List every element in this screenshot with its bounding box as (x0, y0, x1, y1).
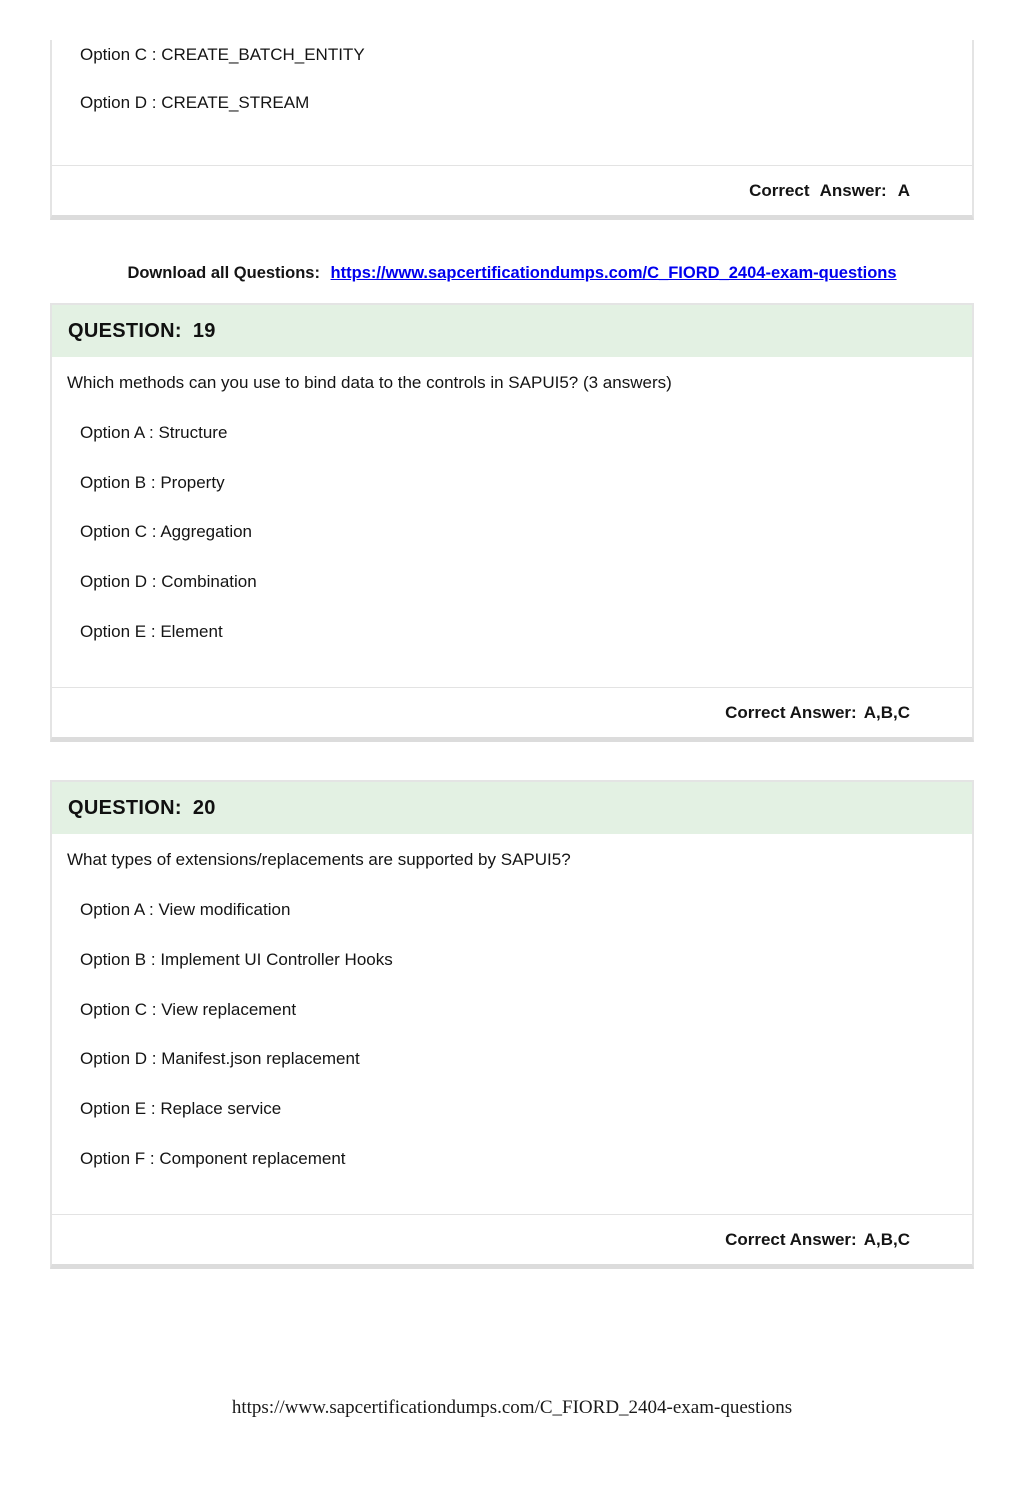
question-text: What types of extensions/replacements are supported by SAPUI5? (67, 850, 571, 870)
question-header-label: QUESTION: (68, 797, 182, 820)
option-c: Option C : CREATE_BATCH_ENTITY (80, 45, 365, 64)
page (0, 40, 1024, 1419)
correct-answer-value: A,B,C (863, 702, 910, 722)
option-a: Option A : Structure (80, 423, 228, 443)
correct-answer-label: Correct Answer: (749, 180, 887, 200)
option-e: Option E : Element (80, 621, 223, 641)
option-d: Option D : Manifest.json replacement (80, 1049, 360, 1069)
footer-url: https://www.sapcertificationdumps.com/C_FIORD_2404-exam-questions (231, 1397, 793, 1419)
question-header (52, 782, 972, 834)
download-row (50, 264, 974, 283)
option-b: Option B : Implement UI Controller Hooks (80, 949, 393, 969)
option-b: Option B : Property (80, 472, 225, 492)
option-f: Option F : Component replacement (80, 1148, 346, 1168)
option-d: Option D : Combination (80, 572, 257, 592)
download-label: Download all Questions: (127, 264, 320, 283)
correct-answer-row (52, 1214, 972, 1264)
option-d: Option D : CREATE_STREAM (80, 92, 310, 112)
question-text: Which methods can you use to bind data to the controls in SAPUI5? (3 answers) (67, 373, 672, 393)
question-body (52, 834, 972, 1214)
question-body (52, 40, 972, 165)
question-number: 20 (192, 797, 216, 820)
correct-answer-label: Correct Answer: (725, 702, 857, 722)
correct-answer-label: Correct Answer: (725, 1229, 857, 1249)
page-footer (0, 1397, 1024, 1419)
option-e: Option E : Replace service (80, 1098, 282, 1118)
question-header (52, 305, 972, 357)
question-block-20 (50, 780, 974, 1269)
option-c: Option C : View replacement (80, 999, 297, 1019)
option-c: Option C : Aggregation (80, 522, 253, 542)
question-header-label: QUESTION: (68, 320, 182, 343)
download-link[interactable]: https://www.sapcertificationdumps.com/C_FIORD_2404-exam-questions (330, 264, 897, 283)
option-a: Option A : View modification (80, 900, 291, 920)
question-block-19 (50, 303, 974, 742)
question-body (52, 357, 972, 687)
correct-answer-row (52, 165, 972, 215)
correct-answer-value: A (897, 180, 910, 200)
correct-answer-row (52, 687, 972, 737)
correct-answer-value: A,B,C (863, 1229, 910, 1249)
question-number: 19 (192, 320, 216, 343)
question-block-partial (50, 40, 974, 220)
